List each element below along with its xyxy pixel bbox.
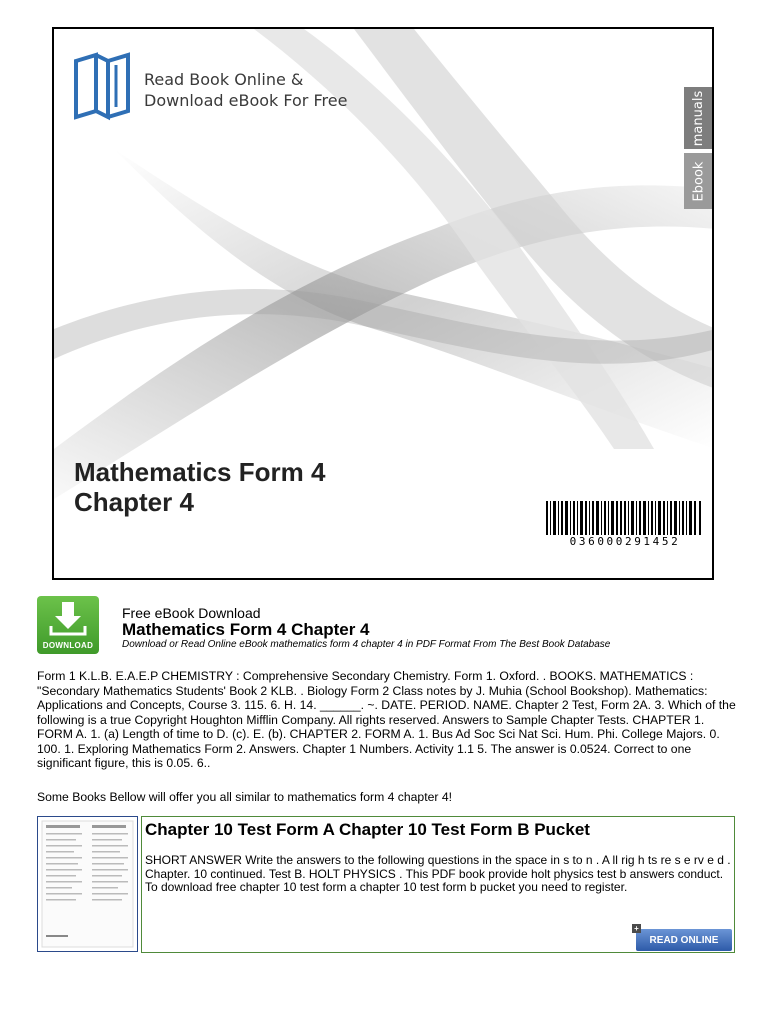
logo-line-1: Read Book Online & [144,70,304,89]
barcode-number: 036000291452 [546,535,704,549]
cover-title-line-1: Mathematics Form 4 [74,457,326,487]
read-online-button[interactable] [634,924,732,951]
manuals-tab [684,87,714,149]
page-title: Mathematics Form 4 Chapter 4 [122,620,370,639]
ebook-tab [684,153,714,209]
book-logo-icon [72,51,144,121]
related-book-card [141,816,735,953]
book-thumbnail[interactable] [37,816,138,952]
logo-text [144,69,347,111]
ebook-tab-label: Ebook [691,161,707,201]
plus-icon: + [632,924,641,933]
description-paragraph: Form 1 K.L.B. E.A.E.P CHEMISTRY : Comprehensive Secondary Chemistry. Form 1. Oxford. . BOOKS. MATHEMATICS : "Secondary Mathematics Students' Book 2 KLB. . Biology Form 2 Class notes by J. Muhia (School Bookshop). Mathematics: Applications and Concepts, Course 3. 115. 6. H. 14. ______. ~. DATE. PERIOD. NAME. Chapter 2 Test, Form 2A. 3. Which of the following is a true Copyright Houghton Mifflin Company. All rights reserved. Answers to Sample Chapter Tests. CHAPTER 1. FORM A. 1. (a) Length of time to D. (c). E. (b). CHAPTER 2. FORM A. 1. Bus Ad Soc Sci Nat Sci. Hum. Phi. College Majors. 0. 100. 1. Exploring Mathematics Form 2. Answers. Chapter 1 Numbers. Activity 1.1 5. The answer is 0.0524. Correct to one significant figure, this is 0.05. 6.. [37,669,736,770]
document-preview-icon [38,817,137,951]
read-online-label: READ ONLINE [649,934,719,946]
related-book-title[interactable]: Chapter 10 Test Form A Chapter 10 Test Form B Pucket [145,820,590,839]
free-ebook-label: Free eBook Download [122,605,261,621]
logo-line-2: Download eBook For Free [144,91,348,110]
similar-books-intro: Some Books Bellow will offer you all similar to mathematics form 4 chapter 4! [37,790,452,804]
book-cover [52,27,714,580]
download-button-label: DOWNLOAD [42,641,94,650]
page-subtitle: Download or Read Online eBook mathematics form 4 chapter 4 in PDF Format From The Best Book Database [122,639,611,650]
manuals-tab-label: manuals [691,90,707,146]
cover-title [74,457,325,517]
cover-title-line-2: Chapter 4 [74,487,194,517]
related-book-description: SHORT ANSWER Write the answers to the following questions in the space in s to n . A ll rig h ts re s e rv e d . Chapter. 10 continued. Test B. HOLT PHYSICS . This PDF book provide holt physics test b answers conduct. To download free chapter 10 test form a chapter 10 test form b pucket you need to register. [145,853,731,894]
download-arrow-icon [37,596,99,640]
download-button[interactable] [37,596,99,654]
